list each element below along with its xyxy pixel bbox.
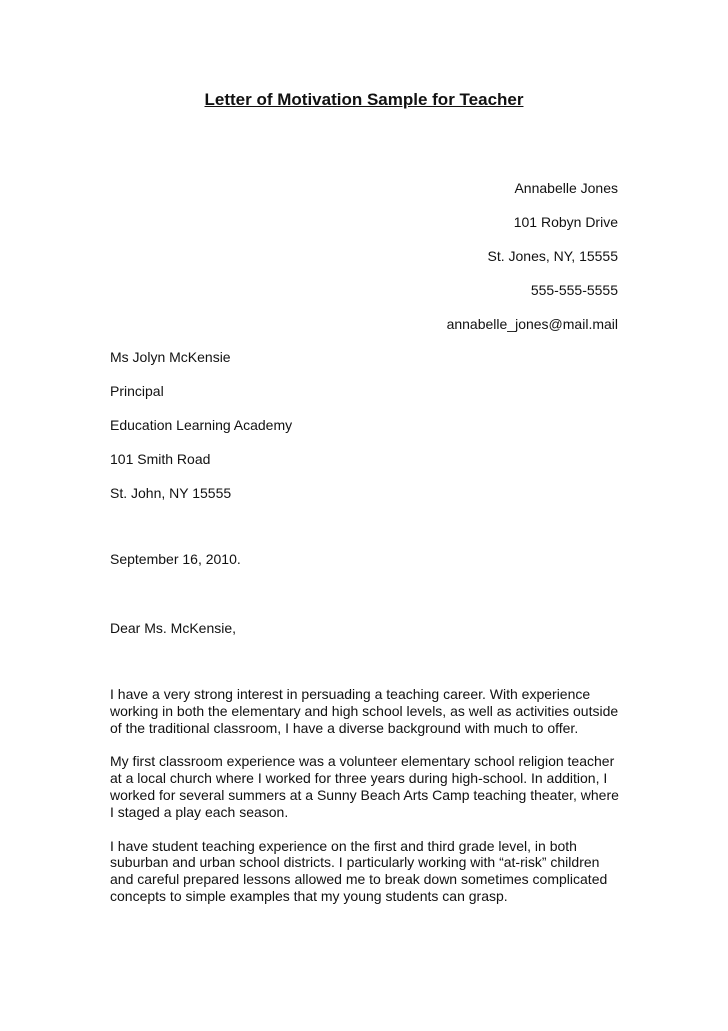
letter-date: September 16, 2010.: [110, 551, 241, 567]
recipient-name: Ms Jolyn McKensie: [110, 349, 231, 365]
sender-city: St. Jones, NY, 15555: [487, 248, 618, 264]
letter-title: Letter of Motivation Sample for Teacher: [204, 90, 524, 109]
letter-body: [110, 686, 622, 922]
recipient-street: 101 Smith Road: [110, 451, 211, 467]
body-paragraph: I have student teaching experience on the first and third grade level, in both suburban and urban school districts. I particularly working with “at-risk” children and careful prepared lessons allowed me to break down sometimes complicated concepts to simple examples that my young students can grasp.: [110, 837, 608, 904]
sender-name: Annabelle Jones: [514, 180, 618, 196]
sender-phone: 555-555-5555: [530, 282, 618, 298]
recipient-position: Principal: [110, 383, 164, 399]
sender-address-block: [218, 179, 618, 349]
recipient-organization: Education Learning Academy: [110, 417, 293, 433]
body-paragraph: I have a very strong interest in persuading a teaching career. With experience working in both the elementary and high school levels, as well as activities outside of the traditional classroom, I have a diverse background with much to offer.: [110, 686, 619, 736]
recipient-city: St. John, NY 15555: [110, 485, 232, 501]
salutation: Dear Ms. McKensie,: [110, 620, 237, 636]
body-paragraph: My first classroom experience was a volunteer elementary school religion teacher at a local church where I worked for three years during high-school. In addition, I worked for several summers at a Sunny Beach Arts Camp teaching theater, where I staged a play each season.: [110, 753, 619, 820]
recipient-address-block: [110, 348, 510, 518]
sender-email: annabelle_jones@mail.mail: [446, 316, 618, 332]
sender-street: 101 Robyn Drive: [513, 214, 618, 230]
